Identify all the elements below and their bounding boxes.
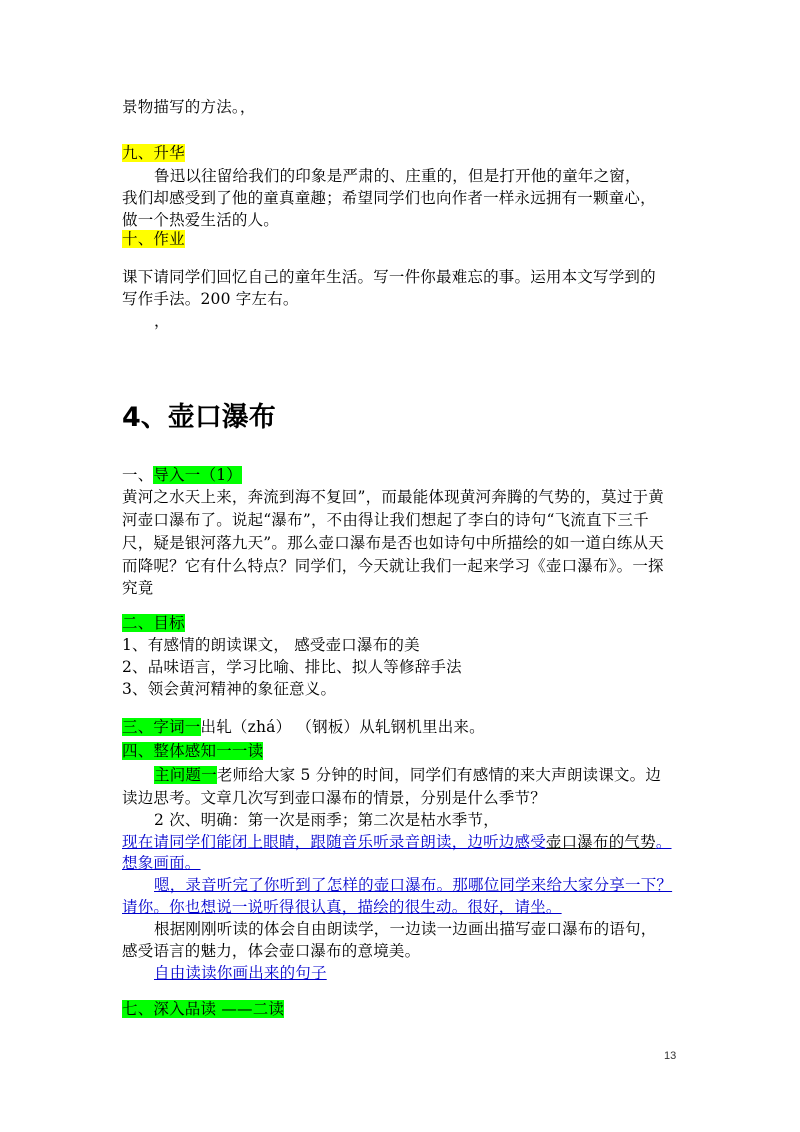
goal-item: 2、品味语言，学习比喻、排比、拟人等修辞手法 xyxy=(122,658,462,676)
underlined-text: 自由读读你画出来的句子 xyxy=(154,964,327,982)
paragraph: 我们却感受到了他的童真童趣；希望同学们也向作者一样永远拥有一颗童心， xyxy=(122,189,656,207)
paragraph: 景物描写的方法。， xyxy=(122,98,256,116)
page-number: 13 xyxy=(664,1050,677,1062)
paragraph: 做一个热爱生活的人。 xyxy=(122,211,280,229)
paragraph: 2 次、明确：第一次是雨季；第二次是枯水季节， xyxy=(154,811,499,829)
heading-highlight: 四、整体感知一一读 xyxy=(122,742,264,760)
paragraph: 根据刚刚听读的体会自由朗读学，一边读一边画出描写壶口瀑布的语句， xyxy=(154,920,657,938)
heading-highlight: 十、作业 xyxy=(122,230,185,248)
paragraph: 究竟 xyxy=(122,579,154,597)
paragraph: 课下请同学们回忆自己的童年生活。写一件你最难忘的事。运用本文写学到的 xyxy=(122,268,656,286)
underlined-text: 嗯，录音听完了你听到了怎样的壶口瀑布。那哪位同学来给大家分享一下？ xyxy=(154,876,673,894)
goal-item: 3、领会黄河精神的象征意义。 xyxy=(122,680,337,698)
text-highlight: 主问题一 xyxy=(154,766,217,784)
paragraph xyxy=(122,831,672,853)
section-heading xyxy=(122,716,485,738)
paragraph: ， xyxy=(154,312,170,330)
section-heading xyxy=(122,142,185,164)
paragraph: 鲁迅以往留给我们的印象是严肃的、庄重的，但是打开他的童年之窗， xyxy=(154,167,641,185)
underlined-text: 。 xyxy=(655,833,672,851)
heading-highlight: 九、升华 xyxy=(122,144,185,162)
paragraph-text: 老师给大家 5 分钟的时间，同学们有感情的来大声朗读课文。边 xyxy=(216,766,662,784)
heading-prefix: 一、 xyxy=(122,466,154,484)
heading-highlight: 三、字词一 xyxy=(122,718,201,736)
paragraph xyxy=(154,874,672,896)
underlined-text: 壶口瀑布的气势 xyxy=(545,833,656,851)
underlined-text: 请你。你也想说一说听得很认真，描绘的很生动。很好，请坐。 xyxy=(122,898,562,916)
section-heading xyxy=(122,740,263,762)
section-heading xyxy=(122,998,284,1020)
paragraph: 写作手法。200 字左右。 xyxy=(122,290,299,308)
paragraph xyxy=(122,896,562,918)
section-heading xyxy=(122,464,242,486)
paragraph: 读边思考。文章几次写到壶口瀑布的情景，分别是什么季节？ xyxy=(122,789,546,807)
heading-highlight: 二、目标 xyxy=(122,614,185,632)
paragraph xyxy=(154,764,661,786)
heading-highlight: 七、深入品读 ——二读 xyxy=(122,1000,285,1018)
section-heading xyxy=(122,612,185,634)
paragraph: 而降呢？它有什么特点？同学们，今天就让我们一起来学习《壶口瀑布》。一探 xyxy=(122,557,664,575)
underlined-text: 现在请同学们能闭上眼睛，跟随音乐听录音朗读，边听边感受 xyxy=(122,833,546,851)
paragraph xyxy=(154,962,327,984)
vocab-text: 出轧（zhá） （钢板）从轧钢机里出来。 xyxy=(200,718,485,736)
paragraph: 尺，疑是银河落九天”。那么壶口瀑布是否也如诗句中所描绘的如一道白练从天 xyxy=(122,534,664,552)
lesson-title: 4、壶口瀑布 xyxy=(122,402,276,433)
paragraph: 河壶口瀑布了。说起“瀑布”，不由得让我们想起了李白的诗句“飞流直下三千 xyxy=(122,511,649,529)
paragraph: 感受语言的魅力，体会壶口瀑布的意境美。 xyxy=(122,942,421,960)
goal-item: 1、有感情的朗读课文， 感受壶口瀑布的美 xyxy=(122,636,420,654)
heading-highlight: 导入一（1） xyxy=(153,466,242,484)
paragraph xyxy=(122,852,201,874)
underlined-text: 想象画面。 xyxy=(122,854,201,872)
paragraph: 黄河之水天上来，奔流到海不复回”，而最能体现黄河奔腾的气势的，莫过于黄 xyxy=(122,488,664,506)
section-heading xyxy=(122,228,185,250)
